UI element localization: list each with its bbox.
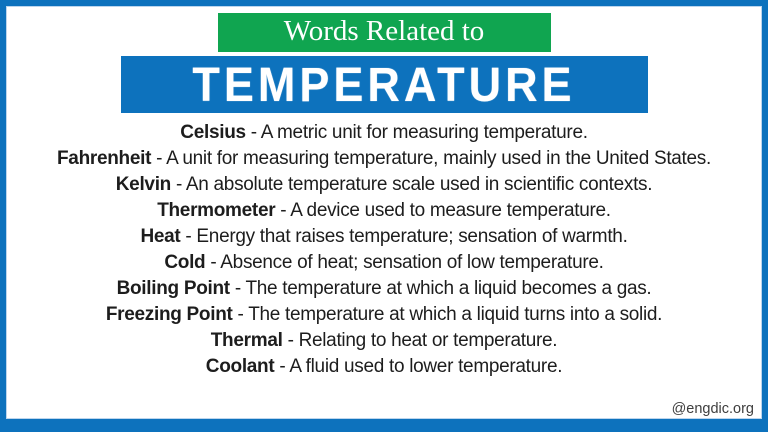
definition-row xyxy=(32,276,736,302)
definition-row xyxy=(32,198,736,224)
title-banner xyxy=(121,56,648,113)
definition-text: - A device used to measure temperature. xyxy=(280,200,611,221)
kicker-banner xyxy=(218,13,551,52)
term-label: Cold xyxy=(164,252,206,273)
definition-text: - Energy that raises temperature; sensation of warmth. xyxy=(185,226,628,247)
definition-text: - Absence of heat; sensation of low temperature. xyxy=(210,252,604,273)
definitions-list xyxy=(6,120,762,380)
term-label: Boiling Point xyxy=(116,278,230,299)
definition-text: - An absolute temperature scale used in scientific contexts. xyxy=(175,174,653,195)
term-label: Thermometer xyxy=(157,200,276,221)
definition-text: - A unit for measuring temperature, mainly used in the United States. xyxy=(156,148,711,169)
definition-row xyxy=(32,328,736,354)
definition-text: - A fluid used to lower temperature. xyxy=(279,356,563,377)
definition-row xyxy=(32,354,736,380)
term-label: Heat xyxy=(140,226,181,247)
definition-row xyxy=(32,302,736,328)
definition-row xyxy=(32,146,736,172)
definition-row xyxy=(32,224,736,250)
kicker-text: Words Related to xyxy=(283,15,485,47)
page-title: TEMPERATURE xyxy=(192,56,576,113)
term-label: Celsius xyxy=(180,122,246,143)
term-label: Kelvin xyxy=(115,174,171,195)
term-label: Freezing Point xyxy=(105,304,233,325)
definition-text: - A metric unit for measuring temperature. xyxy=(250,122,588,143)
definition-text: - The temperature at which a liquid turns into a solid. xyxy=(237,304,663,325)
definition-text: - The temperature at which a liquid becomes a gas. xyxy=(234,278,652,299)
term-label: Fahrenheit xyxy=(57,148,152,169)
term-label: Coolant xyxy=(205,356,275,377)
definition-row xyxy=(32,120,736,146)
definition-row xyxy=(32,250,736,276)
definition-row xyxy=(32,172,736,198)
definition-text: - Relating to heat or temperature. xyxy=(287,330,558,351)
site-credit: @engdic.org xyxy=(671,401,754,417)
term-label: Thermal xyxy=(210,330,283,351)
